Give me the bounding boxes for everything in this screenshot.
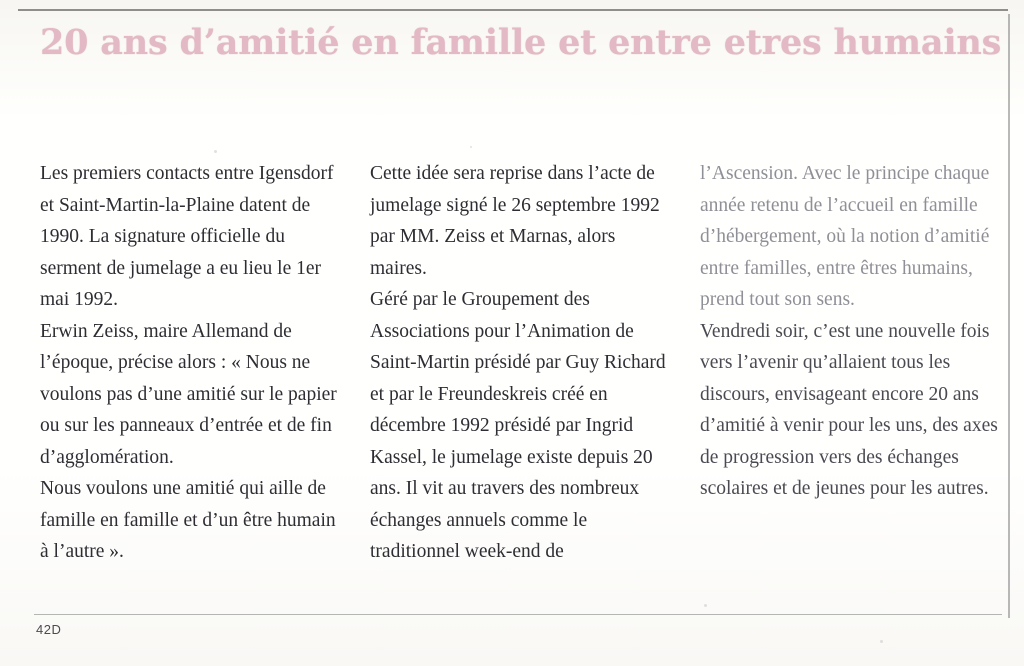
paragraph: Vendredi soir, c’est une nouvelle fois vers l’avenir qu’allaient tous les discours, envisageant encore 20 ans d’amitié à venir pour les uns, des axes de progression vers des échanges scolaires et de jeunes pour les autres. [700, 320, 998, 499]
paragraph: Erwin Zeiss, maire Allemand de l’époque, précise alors : « Nous ne voulons pas d’une amitié sur le papier ou sur les panneaux d’entrée et de fin d’agglomération. [40, 320, 337, 468]
article-column-1 [40, 158, 338, 568]
article-column-3 [700, 158, 998, 568]
article-headline: 20 ans d’amitié en famille et entre etres humains [40, 22, 1002, 63]
scan-speck [214, 150, 217, 153]
scan-speck [470, 146, 472, 148]
paragraph: l’Ascension. Avec le principe chaque année retenu de l’accueil en famille d’hébergement, où la notion d’amitié entre familles, entre êtres humains, prend tout son sens. [700, 163, 990, 310]
paragraph: Cette idée sera reprise dans l’acte de jumelage signé le 26 septembre 1992 par MM. Zeiss et Marnas, alors maires. [370, 163, 660, 279]
bottom-divider-rule [34, 614, 1002, 615]
article-body [40, 158, 1000, 568]
paragraph: Nous voulons une amitié qui aille de famille en famille et d’un être humain à l’autre ». [40, 478, 336, 562]
scan-speck [704, 604, 707, 607]
scan-speck [880, 640, 883, 643]
paragraph: Les premiers contacts entre Igensdorf et Saint-Martin-la-Plaine datent de 1990. La signature officielle du serment de jumelage a eu lieu le 1er mai 1992. [40, 163, 334, 310]
footer-reference-code: 42D [36, 622, 62, 637]
top-divider-rule [18, 9, 1008, 11]
right-divider-rule [1008, 14, 1010, 618]
article-column-2 [370, 158, 668, 568]
paragraph: Géré par le Groupement des Associations pour l’Animation de Saint-Martin présidé par Guy Richard et par le Freundeskreis créé en décembre 1992 présidé par Ingrid Kassel, le jumelage existe depuis 20 ans. Il vit au travers des nombreux échanges annuels comme le traditionnel week-end de [370, 289, 666, 562]
